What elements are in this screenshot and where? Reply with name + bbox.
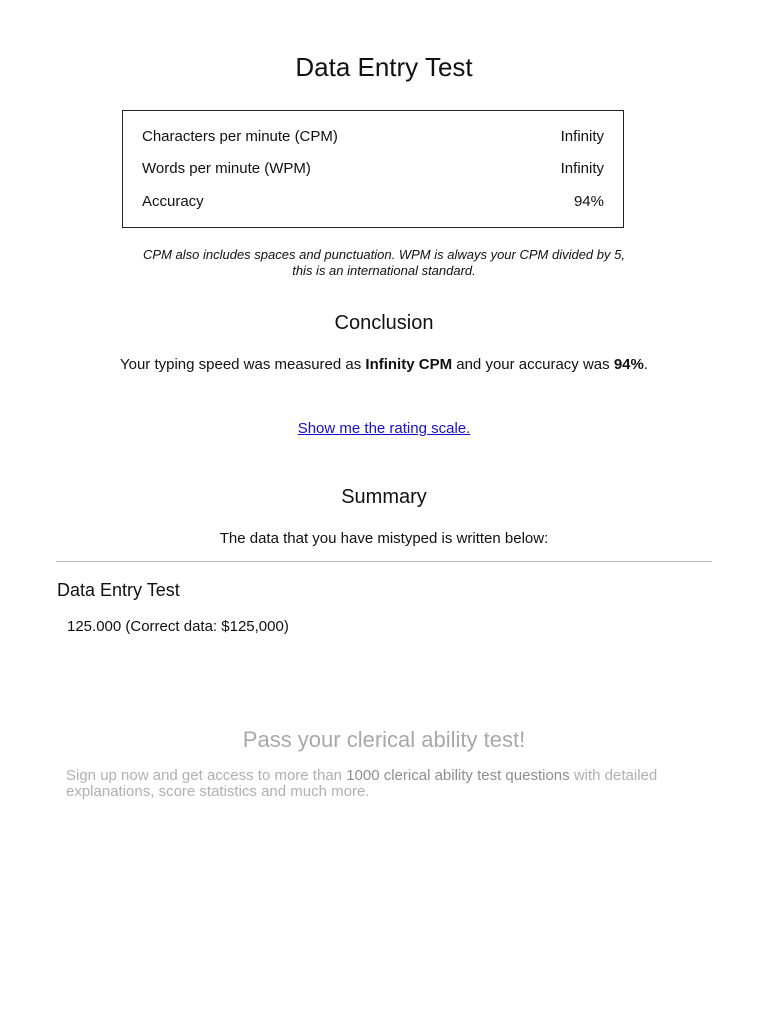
results-table [122, 110, 624, 228]
wpm-value: Infinity [560, 160, 604, 177]
conclusion-heading: Conclusion [334, 312, 434, 334]
mistake-item: 125.000 (Correct data: $125,000) [67, 618, 289, 635]
test-name-heading: Data Entry Test [57, 580, 180, 600]
conclusion-text-after: . [643, 356, 649, 373]
accuracy-value: 94% [573, 193, 604, 210]
promo-text [66, 768, 706, 800]
conclusion-text-before: Your typing speed was measured as [119, 356, 366, 373]
promo-text-before: Sign up now and get access to more than [66, 767, 347, 784]
accuracy-label: Accuracy [142, 193, 204, 210]
promo-highlight: 1000 clerical ability test questions [346, 767, 570, 784]
results-row-cpm [142, 126, 604, 148]
cpm-label: Characters per minute (CPM) [142, 128, 338, 145]
conclusion-accuracy-value: 94% [613, 356, 644, 373]
summary-heading: Summary [341, 486, 427, 508]
promo-title: Pass your clerical ability test! [242, 727, 526, 752]
promo-text-after: with detailed explanations, score statistics and much more. [66, 767, 658, 800]
conclusion-cpm-value: Infinity CPM [365, 356, 453, 373]
conclusion-text [0, 354, 768, 376]
rating-link-wrapper [0, 419, 768, 439]
rating-scale-link[interactable]: Show me the rating scale. [297, 420, 471, 437]
divider [56, 561, 712, 562]
cpm-wpm-note: CPM also includes spaces and punctuation. WPM is always your CPM divided by 5, this is an international standard. [143, 247, 625, 278]
cpm-value: Infinity [560, 128, 604, 145]
results-row-wpm [142, 158, 604, 180]
results-row-accuracy [142, 191, 604, 213]
summary-text: The data that you have mistyped is written below: [219, 530, 549, 547]
wpm-label: Words per minute (WPM) [142, 160, 311, 177]
page-title: Data Entry Test [295, 52, 473, 82]
conclusion-text-middle: and your accuracy was [452, 356, 614, 373]
